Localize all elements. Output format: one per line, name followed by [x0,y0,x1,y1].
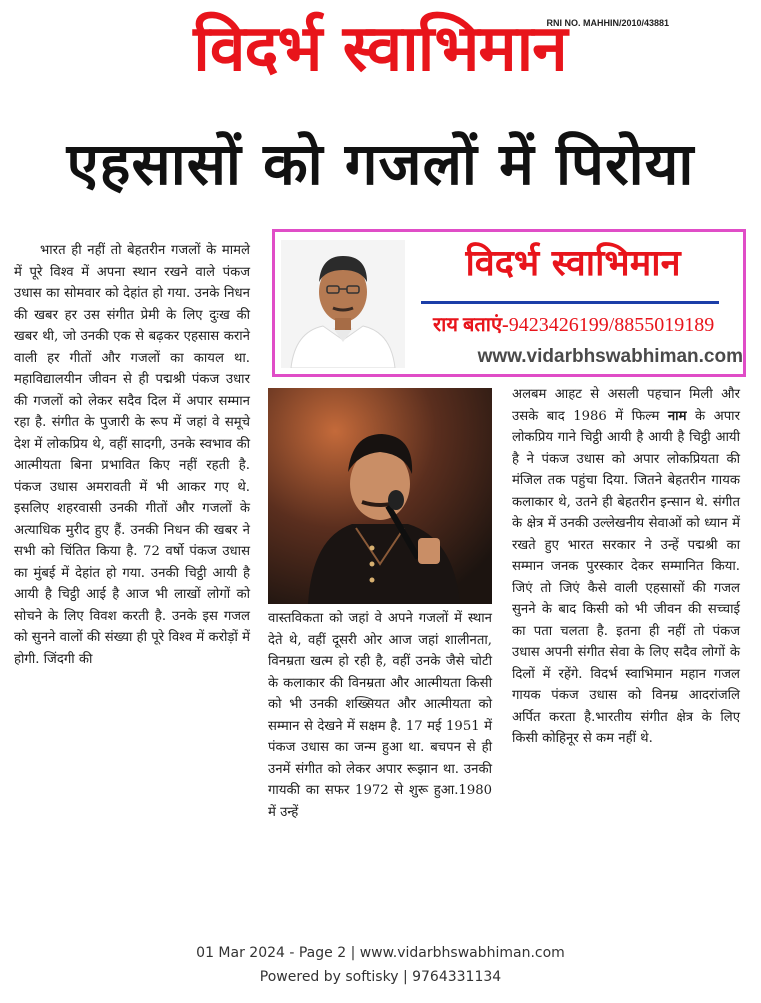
contact-numbers: 9423426199/8855019189 [508,314,715,336]
advert-contact [433,310,733,340]
article-headline: एहसासों को गजलों में पिरोया [66,130,695,198]
advert-title: विदर्भ स्वाभिमान [465,243,681,284]
advert-divider [421,301,719,304]
footer-date-line: 01 Mar 2024 - Page 2 | www.vidarbhswabhiman.com [196,945,565,961]
rni-number: RNI NO. MAHHIN/2010/43881 [546,18,669,28]
contact-label: राय बताएं- [433,314,509,336]
footer-powered-by: Powered by softisky | 9764331134 [259,969,502,985]
singer-with-microphone-photo [268,388,492,604]
column-3-text-a: अलबम आहट से असली पहचान मिली और उसके बाद 1986 में फिल्म [512,387,740,424]
article-column-2: वास्तविकता को जहां वे अपने गजलों में स्थान देते थे, वहीं दूसरी ओर आज जहां शालीनता, विनम्रता खत्म हो रही है, वहीं उनके जैसे चोटी के कलाकार की विनम्रता और आत्मीयता किसी को भी उनकी शख्सियत और आत्मीयता को सम्मान से देखने में सक्षम है. 17 मई 1951 में पंकज उधास का जन्म हुआ था. बचपन से ही उनमें संगीत को लेकर अपार रूझान था. उनकी गायकी का सफर 1972 से शुरू हुआ.1980 में उन्हें [268,611,492,820]
article-column-1: भारत ही नहीं तो बेहतरीन गजलों के मामले में पूरे विश्व में अपना स्थान रखने वाले पंकज उधास का सोमवार को देहांत हो गया. उनके निधन की खबर हर उस संगीत प्रेमी के लिए दुःख की खबर थी, जो उनकी एक से बढ़कर एहसास कराने वाली हर गीतों और गजलों का कायल था. महाविद्यालयीन जीवन से ही पद्मश्री पंकज उधार की गजलों को लेकर सदैव दिल में अपार सम्मान रहा है. संगीत के पुजारी के रूप में जहां वे समूचे देश में लोकप्रिय थे, वहीं सादगी, उनके स्वभाव की आत्मीयता बिना प्रभावित किए नहीं रहती है. पंकज उधास अमरावती में भी आकर गए थे. इसलिए शहरवासी उनकी गीतों और गजलों के अत्याधिक मुरीद हुए हैं. उनकी निधन की खबर ने सभी को चिंतित किया है. 72 वर्षो पंकज उधास का मुंबई में देहांत हो गया. उनकी चिट्ठी आयी है आयी है चिट्ठी आई है आज भी लाखों लोगों को सोचने के लिए विवश करती है. उनके इस गजल को सुनने वालों की संख्या ही पूरे विश्व में करोड़ों में होगी. जिंदगी की [14,243,250,667]
advert-website[interactable]: www.vidarbhswabhiman.com [477,346,743,367]
column-3-text-b: के अपार लोकप्रिय गाने चिट्ठी आयी है आयी है चिट्ठी आयी है ने पंकज उधास को अपार लोकप्रियता की मंजिल तक पहुंचा दिया. जितने बेहतरीन गायक कलाकार थे, उतने ही बेहतरीन इन्सान थे. संगीत के क्षेत्र में उनकी उल्लेखनीय सेवाओं को ध्यान में रखते हुए भारत सरकार ने उन्हें पद्मश्री का सम्मान जनक पुरस्कार देकर सम्मानित किया. जिएं तो जिएं कैसे वाली एहसासों की गजल सुनने के बाद किसी को भी जीवन की सच्चाई का पता चलता है. इतना ही नहीं तो पंकज उधास अपनी संगीत सेवा के लिए सदैव लोगों के दिलों में रहेंगे. विदर्भ स्वाभिमान महान गजल गायक पंकज उधास को विनम्र आदरांजलि अर्पित करता है.भारतीय संगीत क्षेत्र के लिए किसी कोहिनूर से कम नहीं थे. [512,408,740,746]
article-column-3 [512,384,740,750]
man-portrait-photo [281,240,405,368]
contact-advert-box [272,229,746,377]
film-name: नाम [667,408,687,424]
masthead-title: विदर्भ स्वाभिमान [193,12,567,86]
